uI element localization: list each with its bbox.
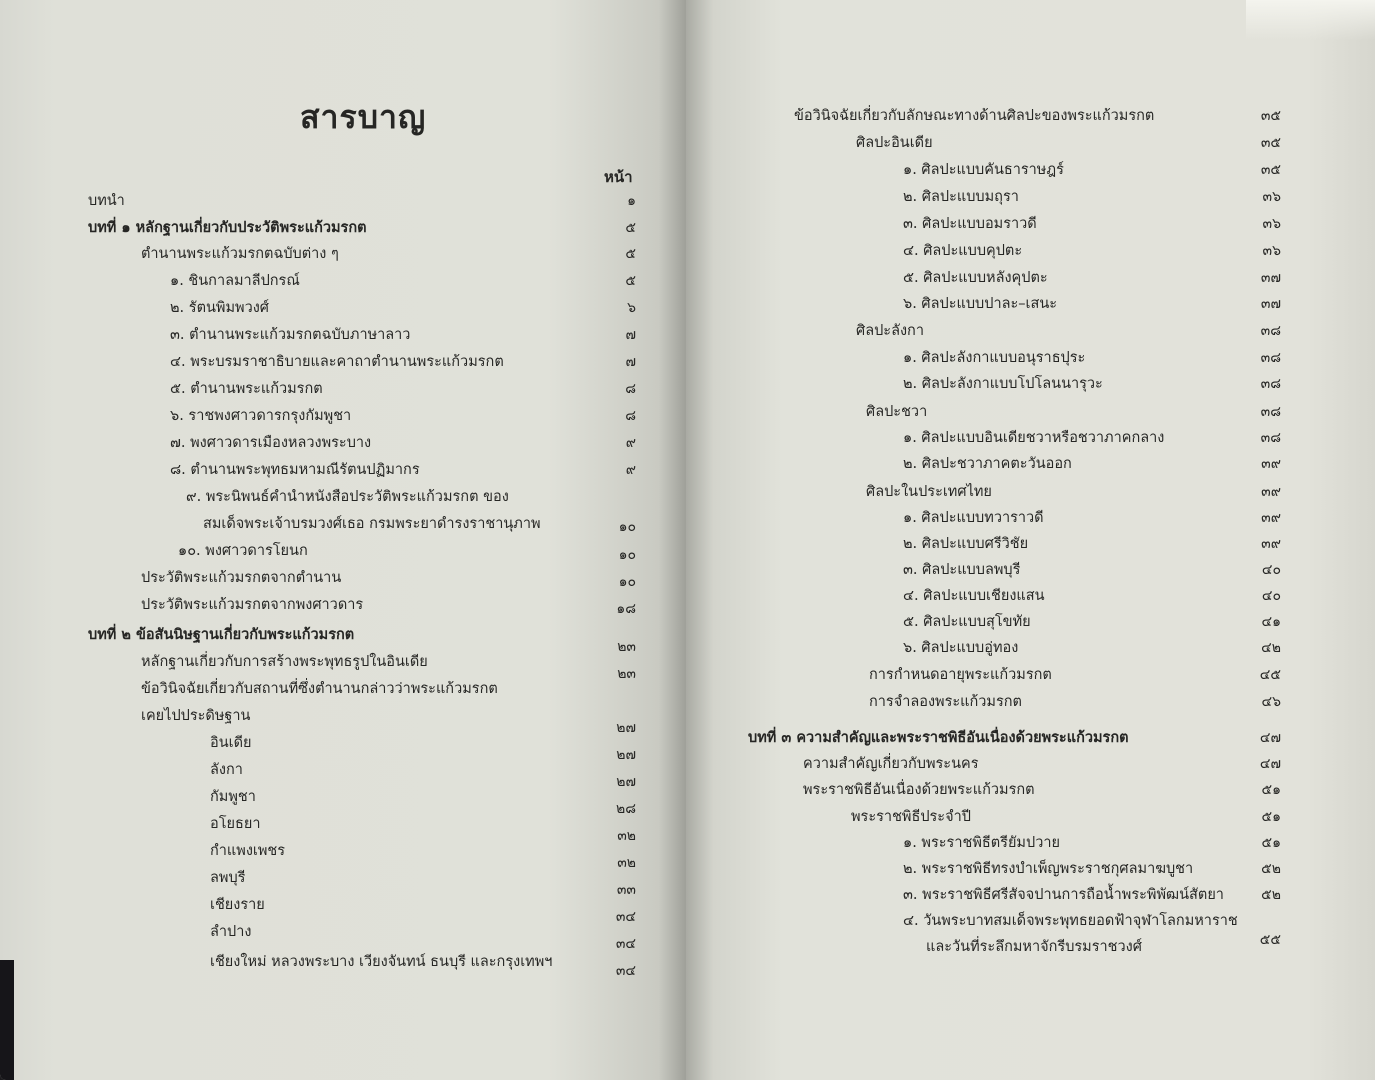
right-toc-page-number: ๓๖ [1262, 243, 1281, 259]
right-toc-page-number: ๓๘ [1260, 430, 1281, 446]
left-toc-page-number: ๑ [627, 193, 636, 209]
left-toc-page-number: ๓๔ [615, 909, 636, 925]
right-toc-entry: การกำหนดอายุพระแก้วมรกต [869, 667, 1052, 683]
right-page [686, 0, 1375, 1080]
right-toc-entry: ศิลปะในประเทศไทย [866, 484, 992, 500]
left-toc-entry: หลักฐานเกี่ยวกับการสร้างพระพุทธรูปในอินเดีย [141, 654, 428, 670]
right-toc-entry: ๕. ศิลปะแบบสุโขทัย [903, 614, 1031, 630]
right-toc-page-number: ๓๙ [1261, 510, 1281, 526]
left-toc-entry: ประวัติพระแก้วมรกตจากพงศาวดาร [141, 597, 364, 613]
right-toc-entry: ๔. ศิลปะแบบเชียงแสน [903, 588, 1045, 604]
left-toc-page-number: ๒๓ [617, 666, 636, 682]
left-toc-page-number: ๑๐ [618, 574, 636, 590]
right-toc-page-number: ๓๙ [1261, 456, 1281, 472]
left-toc-page-number: ๓๒ [617, 855, 636, 871]
right-toc-entry: ๓. ศิลปะแบบอมราวดี [903, 216, 1037, 232]
left-toc-page-number: ๓๔ [615, 963, 636, 979]
right-toc-entry: พระราชพิธีอันเนื่องด้วยพระแก้วมรกต [803, 782, 1035, 798]
left-toc-entry: สมเด็จพระเจ้าบรมวงศ์เธอ กรมพระยาดำรงราชานุภาพ [203, 516, 541, 532]
left-toc-entry: กัมพูชา [210, 789, 256, 805]
left-toc-page-number: ๘ [625, 381, 636, 397]
left-toc-page-number: ๑๐ [618, 519, 636, 535]
left-toc-entry: เชียงราย [210, 897, 265, 913]
left-toc-entry: ข้อวินิจฉัยเกี่ยวกับสถานที่ซึ่งตำนานกล่าวว่าพระแก้วมรกต [141, 681, 498, 697]
left-toc-entry: ๒. รัตนพิมพวงศ์ [170, 300, 269, 316]
right-toc-page-number: ๓๙ [1261, 484, 1281, 500]
right-toc-page-number: ๓๘ [1260, 323, 1281, 339]
right-toc-entry: ๒. ศิลปะลังกาแบบโปโลนนารุวะ [903, 376, 1103, 392]
left-toc-page-number: ๒๗ [616, 774, 636, 790]
left-toc-entry: บทที่ ๒ ข้อสันนิษฐานเกี่ยวกับพระแก้วมรกต [88, 626, 355, 643]
page-title: สารบาญ [300, 98, 427, 136]
left-toc-entry: ๑๐. พงศาวดารโยนก [178, 543, 308, 559]
left-toc-page-number: ๒๗ [616, 720, 636, 736]
left-toc-page-number: ๓๒ [617, 828, 636, 844]
right-toc-entry: ๔. ศิลปะแบบคุปตะ [903, 243, 1023, 259]
left-toc-entry: อโยธยา [210, 816, 261, 832]
left-toc-page-number: ๕ [625, 246, 636, 262]
left-toc-entry: ๖. ราชพงศาวดารกรุงกัมพูชา [170, 408, 352, 424]
left-toc-entry: ๘. ตำนานพระพุทธมหามณีรัตนปฏิมากร [170, 462, 420, 478]
right-toc-entry: ๑. พระราชพิธีตรียัมปวาย [903, 835, 1060, 851]
right-toc-entry: ๒. ศิลปะแบบมถุรา [903, 189, 1019, 205]
right-toc-page-number: ๓๘ [1260, 350, 1281, 366]
right-toc-page-number: ๕๑ [1261, 809, 1281, 825]
right-toc-entry: บทที่ ๓ ความสำคัญและพระราชพิธีอันเนื่องด้วยพระแก้วมรกต [748, 729, 1129, 746]
left-toc-page-number: ๙ [625, 435, 636, 451]
left-toc-entry: ประวัติพระแก้วมรกตจากตำนาน [141, 570, 342, 586]
right-toc-page-number: ๔๖ [1261, 694, 1281, 710]
right-toc-entry: ๖. ศิลปะแบบอู่ทอง [903, 640, 1019, 656]
left-toc-entry: ๑. ชินกาลมาลีปกรณ์ [170, 273, 300, 289]
left-toc-page-number: ๒๓ [617, 639, 636, 655]
right-toc-page-number: ๔๗ [1259, 756, 1281, 772]
right-toc-entry: ๒. ศิลปะแบบศรีวิชัย [903, 536, 1029, 552]
left-toc-page-number: ๗ [625, 327, 636, 343]
left-toc-entry: เคยไปประดิษฐาน [141, 708, 251, 724]
left-toc-page-number: ๓๔ [615, 936, 636, 952]
left-toc-entry: ๗. พงศาวดารเมืองหลวงพระบาง [170, 435, 372, 451]
left-toc-entry: ลังกา [210, 762, 243, 778]
left-toc-page-number: ๙ [625, 462, 636, 478]
binder-edge [0, 960, 14, 1080]
right-toc-page-number: ๕๑ [1261, 782, 1281, 798]
right-toc-entry: ๓. ศิลปะแบบลพบุรี [903, 562, 1021, 578]
right-toc-page-number: ๕๒ [1261, 887, 1281, 903]
right-toc-entry: ศิลปะลังกา [856, 323, 924, 339]
right-toc-page-number: ๓๕ [1260, 162, 1281, 178]
right-toc-entry: ๖. ศิลปะแบบปาละ–เสนะ [903, 296, 1058, 312]
right-toc-entry: ความสำคัญเกี่ยวกับพระนคร [803, 756, 979, 772]
right-toc-entry: ๓. พระราชพิธีศรีสัจจปานการถือน้ำพระพิพัฒน์สัตยา [903, 887, 1224, 903]
left-toc-page-number: ๘ [625, 408, 636, 424]
right-toc-page-number: ๓๘ [1260, 404, 1281, 420]
left-page [0, 0, 686, 1080]
right-toc-entry: ๑. ศิลปะลังกาแบบอนุราธปุระ [903, 350, 1086, 366]
left-toc-entry: ๕. ตำนานพระแก้วมรกต [170, 381, 323, 397]
right-toc-page-number: ๓๕ [1260, 108, 1281, 124]
right-toc-page-number: ๓๖ [1262, 216, 1281, 232]
right-toc-entry: และวันที่ระลึกมหาจักรีบรมราชวงศ์ [926, 939, 1142, 955]
right-toc-entry: ศิลปะชวา [866, 404, 928, 420]
right-toc-entry: การจำลองพระแก้วมรกต [869, 694, 1022, 710]
right-toc-page-number: ๓๖ [1262, 189, 1281, 205]
right-toc-page-number: ๓๙ [1261, 536, 1281, 552]
left-toc-entry: ๓. ตำนานพระแก้วมรกตฉบับภาษาลาว [170, 327, 411, 343]
left-toc-page-number: ๖ [627, 300, 636, 316]
left-toc-entry: ตำนานพระแก้วมรกตฉบับต่าง ๆ [141, 246, 339, 262]
right-toc-page-number: ๔๗ [1259, 730, 1281, 746]
right-toc-page-number: ๔๒ [1261, 640, 1281, 656]
right-toc-entry: ๕. ศิลปะแบบหลังคุปตะ [903, 270, 1048, 286]
right-toc-page-number: ๔๑ [1261, 614, 1281, 630]
right-toc-page-number: ๕๑ [1261, 835, 1281, 851]
right-toc-page-number: ๓๕ [1260, 135, 1281, 151]
right-toc-entry: ๑. ศิลปะแบบทวาราวดี [903, 510, 1044, 526]
right-toc-page-number: ๕๒ [1261, 861, 1281, 877]
left-toc-entry: ๙. พระนิพนธ์คำนำหนังสือประวัติพระแก้วมรกต ของ [186, 489, 509, 505]
right-toc-page-number: ๔๐ [1261, 562, 1281, 578]
right-toc-page-number: ๔๕ [1259, 667, 1281, 683]
left-toc-entry: กำแพงเพชร [210, 843, 286, 859]
left-toc-page-number: ๒๘ [615, 801, 636, 817]
right-toc-entry: ศิลปะอินเดีย [856, 135, 933, 151]
left-toc-entry: บทนำ [88, 193, 125, 209]
right-toc-page-number: ๓๗ [1260, 270, 1281, 286]
left-toc-page-number: ๗ [625, 354, 636, 370]
left-toc-page-number: ๕ [625, 273, 636, 289]
page-top-glare [1246, 0, 1375, 40]
left-toc-page-number: ๑๐ [618, 547, 636, 563]
left-toc-page-number: ๑๘ [616, 601, 636, 617]
left-toc-entry: อินเดีย [210, 735, 252, 751]
right-toc-entry: ๑. ศิลปะแบบอินเดียชวาหรือชวาภาคกลาง [903, 430, 1165, 446]
left-toc-page-number: ๕ [625, 220, 636, 236]
left-toc-page-number: ๒๗ [616, 747, 636, 763]
right-toc-entry: พระราชพิธีประจำปี [851, 809, 971, 825]
page-column-heading: หน้า [604, 168, 633, 186]
right-toc-page-number: ๓๗ [1260, 296, 1281, 312]
right-toc-page-number: ๓๘ [1260, 376, 1281, 392]
right-toc-page-number: ๕๕ [1259, 932, 1281, 948]
left-toc-page-number: ๓๓ [616, 882, 636, 898]
right-toc-entry: ๒. พระราชพิธีทรงบำเพ็ญพระราชกุศลมาฆบูชา [903, 861, 1194, 877]
left-toc-entry: ลำปาง [210, 924, 252, 940]
right-toc-page-number: ๔๐ [1261, 588, 1281, 604]
right-toc-entry: ๒. ศิลปะชวาภาคตะวันออก [903, 456, 1072, 472]
right-toc-entry: ๔. วันพระบาทสมเด็จพระพุทธยอดฟ้าจุฬาโลกมหาราช [903, 913, 1238, 929]
left-toc-entry: บทที่ ๑ หลักฐานเกี่ยวกับประวัติพระแก้วมรกต [88, 219, 367, 236]
right-toc-entry: ข้อวินิจฉัยเกี่ยวกับลักษณะทางด้านศิลปะของพระแก้วมรกต [794, 108, 1155, 124]
right-toc-entry: ๑. ศิลปะแบบคันธาราษฎร์ [903, 162, 1064, 178]
left-toc-entry: เชียงใหม่ หลวงพระบาง เวียงจันทน์ ธนบุรี และกรุงเทพฯ [210, 954, 553, 970]
left-toc-entry: ๔. พระบรมราชาธิบายและคาถาตำนานพระแก้วมรกต [170, 354, 504, 370]
left-toc-entry: ลพบุรี [210, 870, 246, 886]
